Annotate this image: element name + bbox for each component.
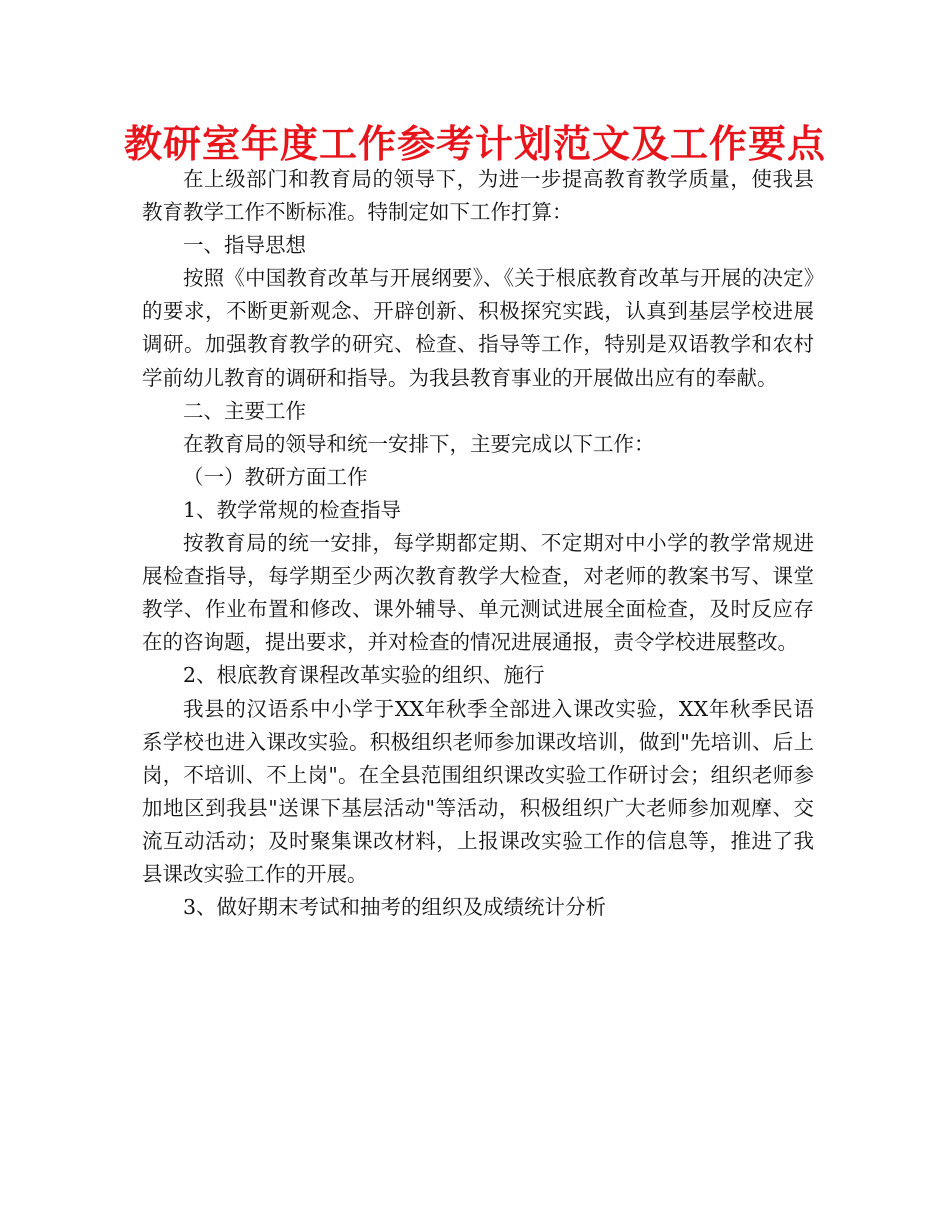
item-heading-1: 1、教学常规的检查指导 <box>183 497 402 522</box>
section-heading-guiding-thought: 一、指导思想 <box>183 233 306 258</box>
subsection-heading-research: （一）教研方面工作 <box>183 464 368 489</box>
paragraph-intro: 在上级部门和教育局的领导下，为进一步提高教育教学质量，使我县教育教学工作不断标准。特制定如下工作打算： <box>142 167 814 225</box>
document-body <box>142 163 814 924</box>
paragraph-item-2: 我县的汉语系中小学于XX年秋季全部进入课改实验，XX年秋季民语系学校也进入课改实验。积极组织老师参加课改培训，做到"先培训、后上岗，不培训、不上岗"。在全县范围组织课改实验工作研讨会；组织老师参加地区到我县"送课下基层活动"等活动，积极组织广大老师参加观摩、交流互动活动；及时聚集课改材料，上报课改实验工作的信息等，推进了我县课改实验工作的开展。 <box>142 696 814 886</box>
section-heading-main-work: 二、主要工作 <box>183 398 306 423</box>
paragraph-main-work-intro: 在教育局的领导和统一安排下，主要完成以下工作： <box>183 431 655 456</box>
item-heading-3: 3、做好期末考试和抽考的组织及成绩统计分析 <box>183 895 607 920</box>
paragraph-guiding-thought: 按照《中国教育改革与开展纲要》、《关于根底教育改革与开展的决定》的要求，不断更新观念、开辟创新、积极探究实践，认真到基层学校进展调研。加强教育教学的研究、检查、指导等工作，特别是双语教学和农村学前幼儿教育的调研和指导。为我县教育事业的开展做出应有的奉献。 <box>142 266 814 390</box>
paragraph-item-1: 按教育局的统一安排，每学期都定期、不定期对中小学的教学常规进展检查指导，每学期至少两次教育教学大检查，对老师的教案书写、课堂教学、作业布置和修改、课外辅导、单元测试进展全面检查，及时反应存在的咨询题，提出要求，并对检查的情况进展通报，责令学校进展整改。 <box>142 531 814 655</box>
document-title: 教研室年度工作参考计划范文及工作要点 <box>123 122 826 166</box>
item-heading-2: 2、根底教育课程改革实验的组织、施行 <box>183 663 545 688</box>
